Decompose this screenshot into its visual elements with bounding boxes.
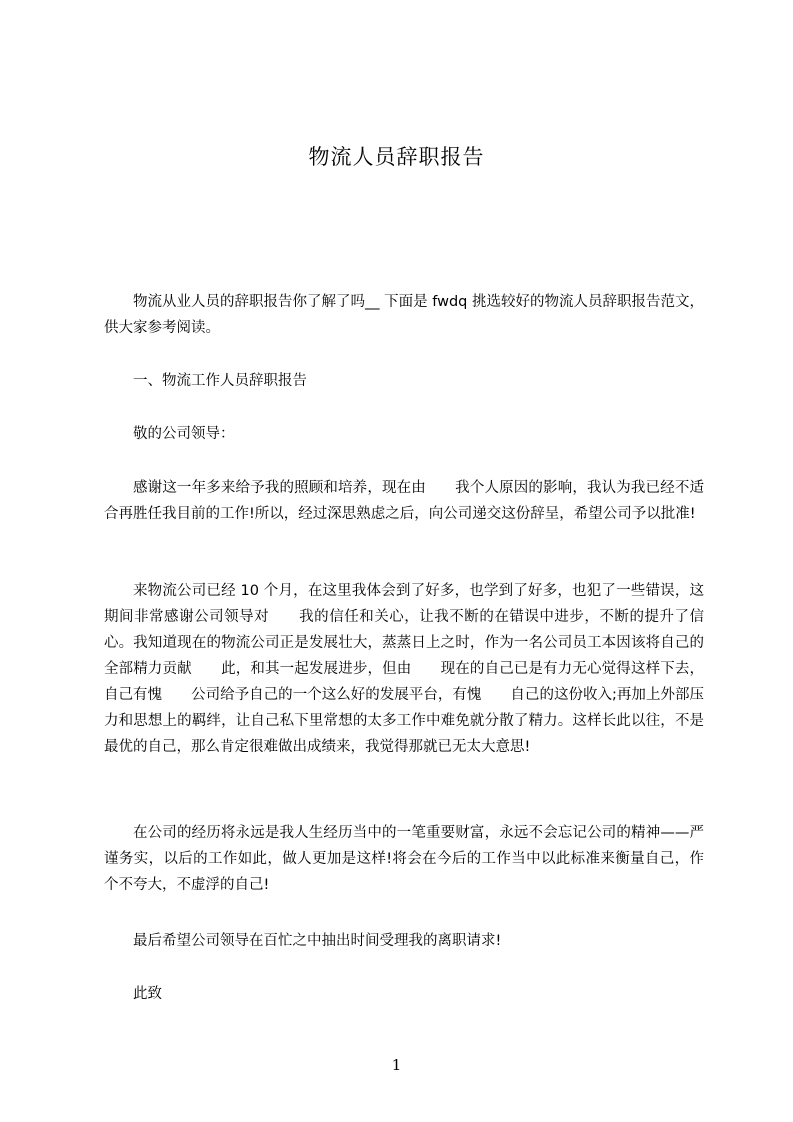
page-number: 1 <box>391 1056 402 1074</box>
intro-paragraph: 物流从业人员的辞职报告你了解了吗__ 下面是 fwdq 挑选较好的物流人员辞职报告范文，供大家参考阅读。 <box>104 294 704 336</box>
closing-phrase: 此致 <box>133 986 162 1002</box>
paragraph-experience: 来物流公司已经 10 个月，在这里我体会到了好多，也学到了好多，也犯了一些错误，这期间非常感谢公司领导对 我的信任和关心，让我不断的在错误中进步，不断的提升了信心。我知道现在的物流公司正是发展壮大，蒸蒸日上之时，作为一名公司员工本因该将自己的全部精力贡献 此，和其一起发展进步，但由 现在的自己已是有力无心觉得这样下去，自己有愧 公司给予自己的一个这么好的发展平台，有愧 自己的这份收入;再加上外部压力和思想上的羁绊，让自己私下里常想的太多工作中难免就分散了精力。这样长此以往，不是最优的自己，那么肯定很难做出成绩来，我觉得那就已无太大意思! <box>104 583 704 755</box>
document-title: 物流人员辞职报告 <box>308 145 485 169</box>
salutation: 敬的公司领导： <box>133 426 235 442</box>
paragraph-company-spirit: 在公司的经历将永远是我人生经历当中的一笔重要财富，永远不会忘记公司的精神——严谨务实，以后的工作如此，做人更加是这样!将会在今后的工作当中以此标准来衡量自己，作个不夸大，不虚浮的自己! <box>104 825 704 893</box>
paragraph-final-request: 最后希望公司领导在百忙之中抽出时间受理我的离职请求! <box>133 933 502 949</box>
section-heading: 一、物流工作人员辞职报告 <box>133 373 307 389</box>
paragraph-thanks: 感谢这一年多来给予我的照顾和培养，现在由 我个人原因的影响，我认为我已经不适合再胜任我目前的工作!所以，经过深思熟虑之后，向公司递交这份辞呈，希望公司予以批准! <box>104 480 704 522</box>
